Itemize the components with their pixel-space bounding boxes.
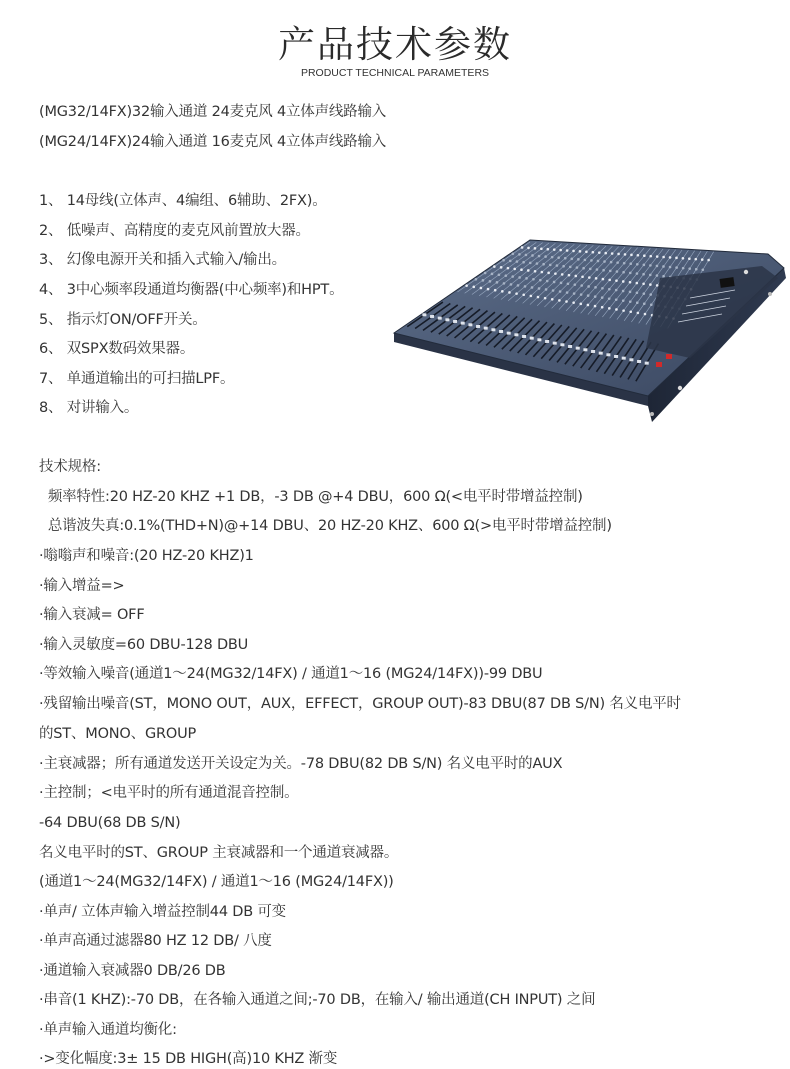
spec-item: ·>变化幅度:3± 15 DB HIGH(高)10 KHZ 渐变 bbox=[39, 1051, 338, 1067]
spec-item: ·输入增益=> bbox=[39, 578, 125, 594]
spec-item: ·等效输入噪音(通道1～24(MG32/14FX) / 通道1～16 (MG24/14FX))-99 DBU bbox=[39, 666, 543, 682]
spec-item: ·串音(1 KHZ):-70 DB，在各输入通道之间;-70 DB，在输入/ 输出通道(CH INPUT) 之间 bbox=[39, 992, 596, 1008]
feature-item: 6、 双SPX数码效果器。 bbox=[39, 341, 195, 357]
model-line: (MG32/14FX)32输入通道 24麦克风 4立体声线路输入 bbox=[39, 104, 387, 120]
spec-item: ·主衰减器；所有通道发送开关设定为关。-78 DBU(82 DB S/N) 名义电平时的AUX bbox=[39, 756, 563, 772]
spec-item: 的ST、MONO、GROUP bbox=[39, 726, 197, 742]
spec-item: ·输入衰减= OFF bbox=[39, 607, 145, 623]
feature-item: 7、 单通道输出的可扫描LPF。 bbox=[39, 371, 235, 387]
feature-item: 1、 14母线(立体声、4编组、6辅助、2FX)。 bbox=[39, 193, 327, 209]
spec-item: 频率特性:20 HZ-20 KHZ +1 DB，-3 DB @+4 DBU，600 Ω(<电平时带增益控制) bbox=[39, 489, 583, 505]
spec-item: ·主控制；<电平时的所有通道混音控制。 bbox=[39, 785, 299, 801]
spec-item: ·输入灵敏度=60 DBU-128 DBU bbox=[39, 637, 249, 653]
page-subtitle: PRODUCT TECHNICAL PARAMETERS bbox=[300, 67, 490, 79]
spec-item: ·单声高通过滤器80 HZ 12 DB/ 八度 bbox=[39, 933, 272, 949]
page-title: 产品技术参数 bbox=[278, 23, 512, 66]
spec-item: 总谐波失真:0.1%(THD+N)@+14 DBU、20 HZ-20 KHZ、600 Ω(>电平时带增益控制) bbox=[39, 518, 612, 534]
spec-item: ·通道输入衰减器0 DB/26 DB bbox=[39, 963, 226, 979]
spec-item: ·残留输出噪音(ST，MONO OUT，AUX，EFFECT，GROUP OUT)-83 DBU(87 DB S/N) 名义电平时 bbox=[39, 696, 681, 712]
spec-item: (通道1～24(MG32/14FX) / 通道1～16 (MG24/14FX)) bbox=[39, 874, 394, 890]
specs-heading: 技术规格: bbox=[39, 459, 101, 475]
feature-item: 2、 低噪声、高精度的麦克风前置放大器。 bbox=[39, 223, 310, 239]
feature-item: 3、 幻像电源开关和插入式输入/输出。 bbox=[39, 252, 286, 268]
model-line: (MG24/14FX)24输入通道 16麦克风 4立体声线路输入 bbox=[39, 134, 387, 150]
spec-item: ·单声输入通道均衡化: bbox=[39, 1022, 177, 1038]
spec-item: 名义电平时的ST、GROUP 主衰减器和一个通道衰减器。 bbox=[39, 845, 399, 861]
feature-item: 4、 3中心频率段通道均衡器(中心频率)和HPT。 bbox=[39, 282, 344, 298]
mixer-product-image bbox=[390, 238, 790, 434]
feature-item: 5、 指示灯ON/OFF开关。 bbox=[39, 312, 207, 328]
feature-item: 8、 对讲输入。 bbox=[39, 400, 139, 416]
spec-item: ·嗡嗡声和噪音:(20 HZ-20 KHZ)1 bbox=[39, 548, 254, 564]
spec-item: ·单声/ 立体声输入增益控制44 DB 可变 bbox=[39, 904, 286, 920]
spec-item: -64 DBU(68 DB S/N) bbox=[39, 815, 181, 831]
